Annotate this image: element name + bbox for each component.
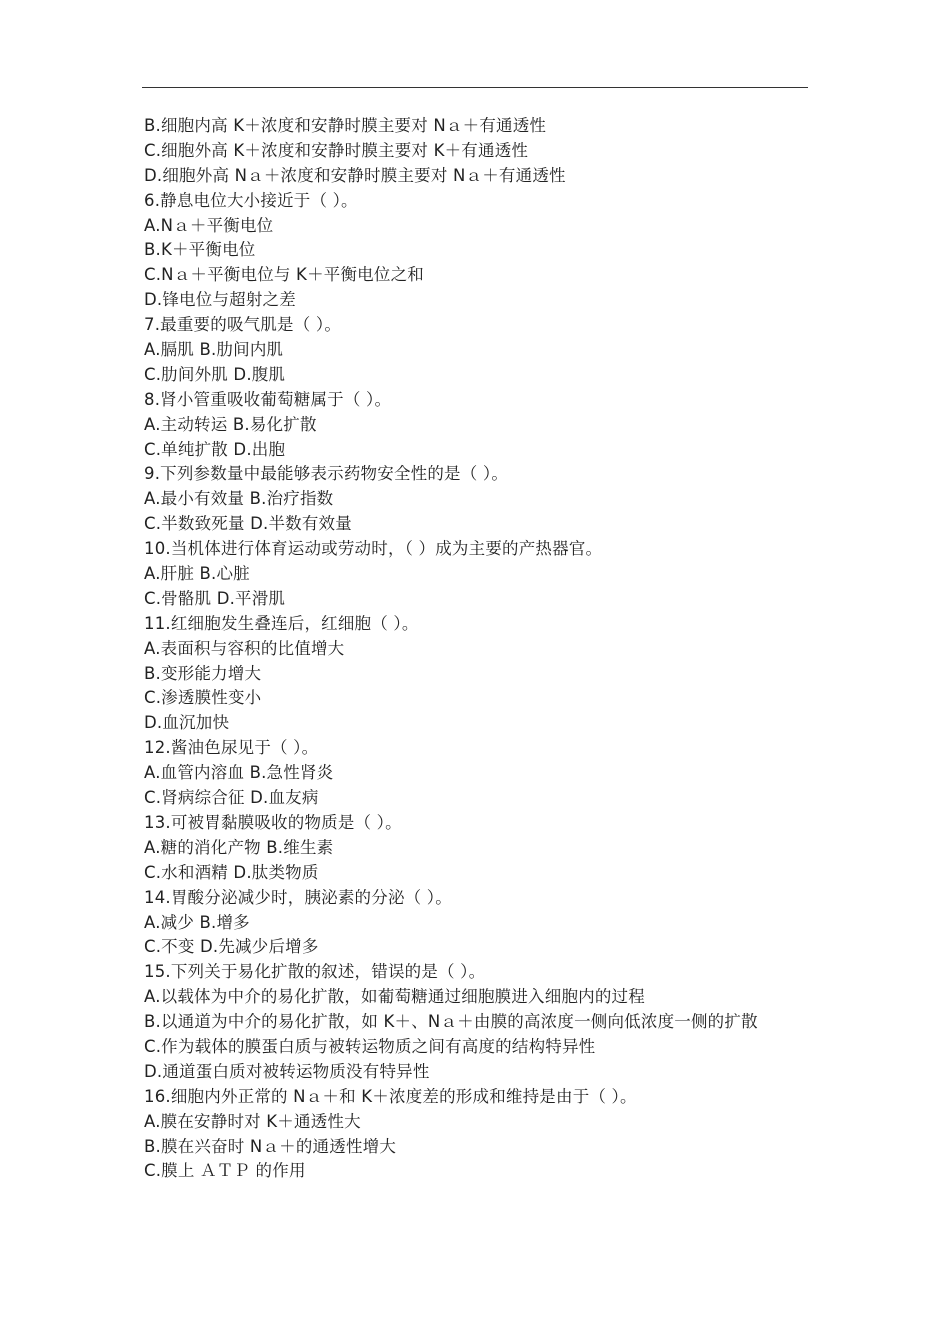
- question-15: 15.下列关于易化扩散的叙述，错误的是（ ）。: [144, 962, 486, 982]
- option-line: A.Nａ＋平衡电位: [144, 215, 274, 235]
- option-line: C.Nａ＋平衡电位与 K＋平衡电位之和: [144, 265, 424, 285]
- option-line: B.K＋平衡电位: [144, 240, 256, 260]
- question-16: 16.细胞内外正常的 Nａ＋和 K＋浓度差的形成和维持是由于（ ）。: [144, 1086, 637, 1106]
- option-line: A.表面积与容积的比值增大: [144, 638, 345, 658]
- option-line: C.骨骼肌 D.平滑肌: [144, 588, 286, 608]
- option-line: C.膜上 ＡＴＰ 的作用: [144, 1161, 306, 1181]
- option-line: A.主动转运 B.易化扩散: [144, 414, 317, 434]
- question-11: 11.红细胞发生叠连后，红细胞（ ）。: [144, 613, 419, 633]
- option-line: C.半数致死量 D.半数有效量: [144, 514, 352, 534]
- option-line: A.减少 B.增多: [144, 912, 250, 932]
- text-line: B.细胞内高 K＋浓度和安静时膜主要对 Nａ＋有通透性: [144, 116, 547, 135]
- option-line: B.膜在兴奋时 Nａ＋的通透性增大: [144, 1136, 397, 1156]
- question-6: 6.静息电位大小接近于（ ）。: [144, 190, 358, 210]
- option-line: A.膈肌 B.肋间内肌: [144, 340, 284, 360]
- option-line: A.血管内溶血 B.急性肾炎: [144, 763, 334, 783]
- option-line: C.渗透膜性变小: [144, 688, 262, 708]
- option-line: A.最小有效量 B.治疗指数: [144, 489, 334, 509]
- header-rule: [142, 87, 808, 88]
- text-line: D.细胞外高 Nａ＋浓度和安静时膜主要对 Nａ＋有通透性: [144, 165, 566, 185]
- option-line: D.血沉加快: [144, 713, 230, 733]
- option-line: D.通道蛋白质对被转运物质没有特异性: [144, 1061, 430, 1081]
- question-12: 12.酱油色尿见于（ ）。: [144, 738, 319, 758]
- option-line: C.不变 D.先减少后增多: [144, 937, 319, 957]
- question-10: 10.当机体进行体育运动或劳动时，（ ）成为主要的产热器官。: [144, 539, 603, 559]
- option-line: A.以载体为中介的易化扩散，如葡萄糖通过细胞膜进入细胞内的过程: [144, 987, 645, 1007]
- option-line: C.肋间外肌 D.腹肌: [144, 364, 286, 384]
- option-line: B.变形能力增大: [144, 663, 262, 683]
- question-13: 13.可被胃黏膜吸收的物质是（ ）。: [144, 812, 402, 832]
- question-9: 9.下列参数量中最能够表示药物安全性的是（ ）。: [144, 464, 509, 484]
- question-7: 7.最重要的吸气肌是（ ）。: [144, 315, 342, 335]
- option-line: C.单纯扩散 D.出胞: [144, 439, 286, 459]
- question-14: 14.胃酸分泌减少时，胰泌素的分泌（ ）。: [144, 887, 452, 907]
- option-line: A.膜在安静时对 K＋通透性大: [144, 1111, 361, 1131]
- option-line: C.水和酒精 D.肽类物质: [144, 862, 319, 882]
- option-line: D.锋电位与超射之差: [144, 290, 296, 310]
- option-line: C.肾病综合征 D.血友病: [144, 788, 319, 808]
- question-8: 8.肾小管重吸收葡萄糖属于（ ）。: [144, 389, 392, 409]
- option-line: C.作为载体的膜蛋白质与被转运物质之间有高度的结构特异性: [144, 1036, 596, 1056]
- option-line: A.糖的消化产物 B.维生素: [144, 837, 334, 857]
- document-body: [144, 114, 810, 1184]
- option-line: A.肝脏 B.心脏: [144, 564, 250, 584]
- option-line: B.以通道为中介的易化扩散，如 K＋、Nａ＋由膜的高浓度一侧向低浓度一侧的扩散: [144, 1012, 758, 1032]
- text-line: C.细胞外高 K＋浓度和安静时膜主要对 K＋有通透性: [144, 140, 529, 160]
